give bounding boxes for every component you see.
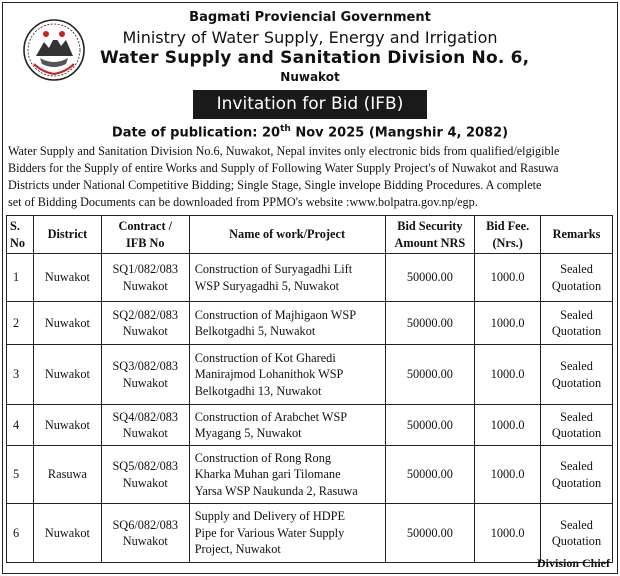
table-row: 1 Nuwakot SQ1/082/083 Nuwakot Construction of Suryagadhi Lift WSP Suryagadhi 5, Nuwakot 50000.00 1000.0 Sealed Quotation <box>7 254 613 302</box>
signature-division-chief: Division Chief <box>536 556 610 570</box>
col-header-contract: Contract / IFB No <box>101 216 189 254</box>
intro-line: set of Bidding Documents can be downloaded from PPMO's website :www.bolpatra.gov.np/egp. <box>8 195 478 209</box>
government-name: Bagmati Proviencial Government <box>189 10 431 25</box>
ifb-banner: Invitation for Bid (IFB) <box>193 90 427 119</box>
division-name: Water Supply and Sanitation Division No. 6, <box>100 48 530 68</box>
table-row: 5 Rasuwa SQ5/082/083 Nuwakot Construction of Rong Rong Kharka Muhan gari Tilomane Yarsa WSP Naukunda 2, Rasuwa 50000.00 1000.0 Sealed Quotation <box>7 446 613 504</box>
table-row: 2 Nuwakot SQ2/082/083 Nuwakot Construction of Majhigaon WSP Belkotgadhi 5, Nuwakot 50000.00 1000.0 Sealed Quotation <box>7 302 613 345</box>
intro-line: Bidders for the Supply of entire Works and Supply of Following Water Supply Project's of Nuwakot and Rasuwa <box>8 161 559 175</box>
col-header-security: Bid Security Amount NRS <box>385 216 475 254</box>
col-header-sno: S. No <box>7 216 34 254</box>
table-row: 3 Nuwakot SQ3/082/083 Nuwakot Construction of Kot Gharedi Manirajmod Lohanithok WSP Belkotgadhi 13, Nuwakot 50000.00 1000.0 Sealed Quotation <box>7 345 613 405</box>
intro-line: Water Supply and Sanitation Division No.6, Nuwakot, Nepal invites only electronic bids from qualified/elgigible <box>8 144 560 158</box>
table-row: 4 Nuwakot SQ4/082/083 Nuwakot Construction of Arabchet WSP Myagang 5, Nuwakot 50000.00 1000.0 Sealed Quotation <box>7 405 613 446</box>
government-emblem-icon <box>22 18 86 82</box>
publication-date: Date of publication: 20th Nov 2025 (Mangshir 4, 2082) <box>111 124 509 141</box>
bid-table <box>6 215 613 563</box>
division-location: Nuwakot <box>280 70 340 84</box>
table-header-row <box>7 216 613 254</box>
col-header-remarks: Remarks <box>541 216 613 254</box>
col-header-district: District <box>33 216 101 254</box>
col-header-fee: Bid Fee. (Nrs.) <box>475 216 541 254</box>
ministry-name: Ministry of Water Supply, Energy and Irrigation <box>122 28 498 47</box>
intro-line: Districts under National Competitive Bidding; Single Stage, Single invelope Bidding Procedures. A complete <box>8 178 542 192</box>
col-header-work: Name of work/Project <box>189 216 385 254</box>
table-row: 6 Nuwakot SQ6/082/083 Nuwakot Supply and Delivery of HDPE Pipe for Various Water Supply Project, Nuwakot 50000.00 1000.0 Sealed Quotation <box>7 504 613 563</box>
intro-paragraph <box>8 143 612 211</box>
